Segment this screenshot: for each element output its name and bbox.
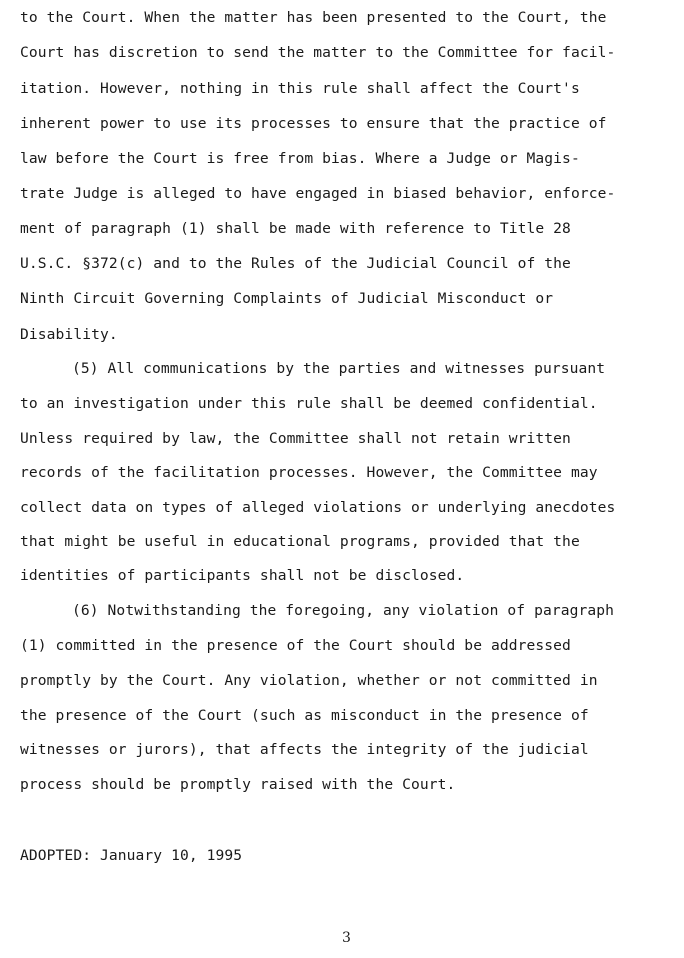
body-line: U.S.C. §372(c) and to the Rules of the Judicial Council of the: [20, 255, 571, 272]
body-line: law before the Court is free from bias. Where a Judge or Magis-: [20, 150, 580, 167]
body-line: Ninth Circuit Governing Complaints of Judicial Misconduct or: [20, 290, 554, 307]
body-line: Disability.: [20, 326, 118, 343]
body-line: process should be promptly raised with the Court.: [20, 776, 456, 793]
body-line: to an investigation under this rule shall be deemed confidential.: [20, 395, 598, 412]
body-line: identities of participants shall not be disclosed.: [20, 567, 465, 584]
body-line: the presence of the Court (such as misconduct in the presence of: [20, 707, 589, 724]
paragraph-5-start: (5) All communications by the parties and witnesses pursuant: [72, 360, 606, 377]
body-line: itation. However, nothing in this rule shall affect the Court's: [20, 80, 580, 97]
body-line: records of the facilitation processes. However, the Committee may: [20, 464, 598, 481]
body-line: to the Court. When the matter has been presented to the Court, the: [20, 9, 607, 26]
page-number: 3: [342, 930, 351, 946]
body-line: Court has discretion to send the matter to the Committee for facil-: [20, 44, 616, 61]
body-line: witnesses or jurors), that affects the integrity of the judicial: [20, 741, 589, 758]
body-line: Unless required by law, the Committee shall not retain written: [20, 430, 571, 447]
body-line: that might be useful in educational programs, provided that the: [20, 533, 580, 550]
adopted-line: ADOPTED: January 10, 1995: [20, 847, 243, 864]
body-line: trate Judge is alleged to have engaged in biased behavior, enforce-: [20, 185, 616, 202]
body-line: (1) committed in the presence of the Court should be addressed: [20, 637, 571, 654]
body-line: ment of paragraph (1) shall be made with reference to Title 28: [20, 220, 571, 237]
body-line: collect data on types of alleged violations or underlying anecdotes: [20, 499, 616, 516]
body-line: promptly by the Court. Any violation, whether or not committed in: [20, 672, 598, 689]
body-line: inherent power to use its processes to ensure that the practice of: [20, 115, 607, 132]
paragraph-6-start: (6) Notwithstanding the foregoing, any violation of paragraph: [72, 602, 615, 619]
